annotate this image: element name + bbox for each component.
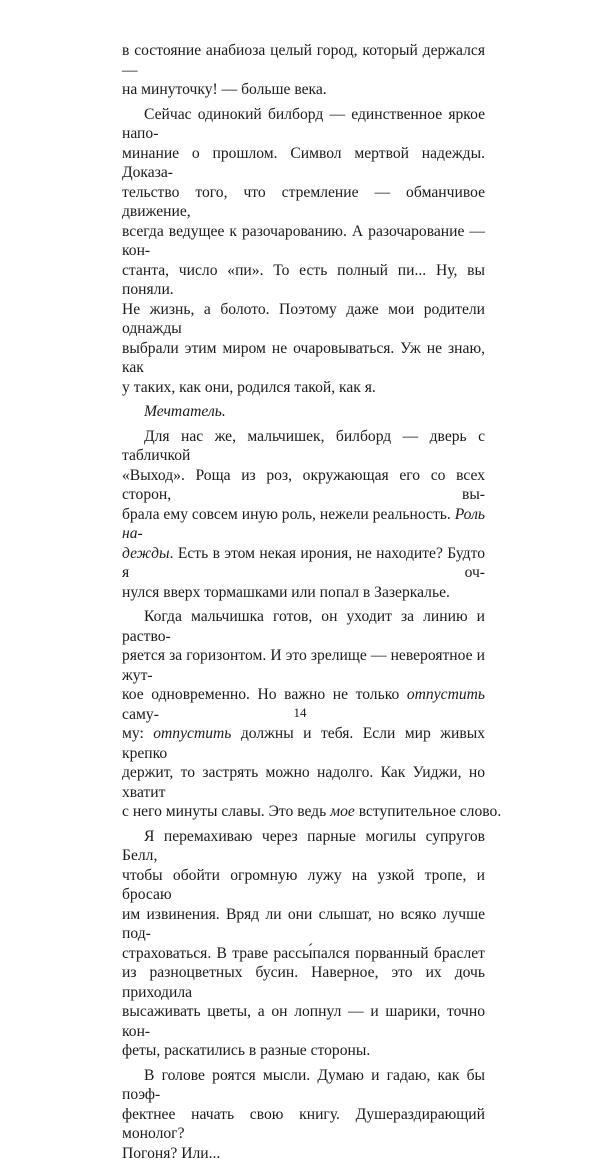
text-run: на минуточку! — больше века.	[122, 81, 327, 98]
text-line	[122, 583, 485, 603]
text-line	[122, 866, 485, 905]
text-run: всегда ведущее к разочарованию. А разочарование — кон-	[122, 223, 485, 260]
paragraph-p1	[122, 41, 485, 100]
text-line	[122, 646, 485, 685]
paragraph-p4	[122, 427, 485, 603]
text-line	[122, 105, 485, 144]
text-run: Для нас же, мальчишек, билборд — дверь с табличкой	[122, 428, 485, 465]
text-line	[122, 41, 485, 80]
text-line	[122, 724, 485, 763]
text-run: кое одновременно. Но важно не только	[122, 686, 407, 703]
text-line	[122, 80, 485, 100]
text-line	[122, 427, 485, 466]
text-line	[122, 763, 485, 802]
text-run: В голове роятся мысли. Думаю и гадаю, как бы поэф-	[122, 1067, 485, 1104]
text-line	[122, 1144, 485, 1163]
text-run: нулся вверх тормашками или попал в Зазеркалье.	[122, 584, 450, 601]
italic-run: отпустить	[407, 686, 485, 703]
text-run: . Есть в этом некая ирония, не находите? Будто я оч-	[122, 545, 485, 582]
text-run: тельство того, что стремление — обманчивое движение,	[122, 184, 485, 221]
text-run: держит, то застрять можно надолго. Как Уиджи, но хватит	[122, 764, 485, 801]
text-run: чтобы обойти огромную лужу на узкой тропе, и бросаю	[122, 867, 485, 904]
italic-run: отпустить	[153, 725, 231, 742]
text-line	[122, 300, 485, 339]
paragraph-p7	[122, 1066, 485, 1163]
text-run: высаживать цветы, а он лопнул — и шарики, точно кон-	[122, 1003, 485, 1040]
text-run: минание о прошлом. Символ мертвой надежды. Доказа-	[122, 145, 485, 182]
text-run: фектнее начать свою книгу. Душераздирающий монолог?	[122, 1106, 485, 1143]
text-run: станта, число «пи». То есть полный пи... Ну, вы поняли.	[122, 262, 485, 299]
text-run: Сейчас одинокий билборд — единственное яркое напо-	[122, 106, 485, 143]
text-line	[122, 402, 485, 422]
paragraph-p3	[122, 402, 485, 422]
text-line	[122, 827, 485, 866]
text-run: му:	[122, 725, 153, 742]
text-line	[122, 144, 485, 183]
text-run: брала ему совсем иную роль, нежели реальность.	[122, 506, 455, 523]
text-run: выбрали этим миром не очаровываться. Уж не знаю, как	[122, 340, 485, 377]
text-line	[122, 1105, 485, 1144]
text-run: ряется за горизонтом. И это зрелище — невероятное и жут-	[122, 647, 485, 684]
italic-run: Мечтатель.	[144, 403, 226, 420]
page-body-text	[122, 41, 485, 1163]
text-line	[122, 544, 485, 583]
text-run: с него минуты славы. Это ведь	[122, 803, 330, 820]
text-run: Я перемахиваю через парные могилы супругов Белл,	[122, 828, 485, 865]
italic-run: дежды	[122, 545, 170, 562]
text-line	[122, 802, 485, 822]
page-number: 14	[0, 705, 600, 721]
italic-run: Роль на-	[122, 506, 485, 543]
italic-run: мое	[330, 803, 355, 820]
text-run: Когда мальчишка готов, он уходит за линию и раство-	[122, 608, 485, 645]
text-run: Погоня? Или...	[122, 1145, 220, 1162]
text-line	[122, 339, 485, 378]
text-line	[122, 963, 485, 1002]
text-line	[122, 1066, 485, 1105]
text-line	[122, 1002, 485, 1041]
text-line	[122, 378, 485, 398]
text-run: в состояние анабиоза целый город, который держался —	[122, 42, 485, 79]
text-line	[122, 905, 485, 944]
text-run: им извинения. Вряд ли они слышат, но всяко лучше под-	[122, 906, 485, 943]
text-run: вступительное слово.	[355, 803, 501, 820]
text-line	[122, 222, 485, 261]
text-run: феты, раскатились в разные стороны.	[122, 1042, 370, 1059]
text-run: из разноцветных бусин. Наверное, это их дочь приходила	[122, 964, 485, 1001]
text-run: саму-	[122, 706, 159, 723]
text-run: Не жизнь, а болото. Поэтому даже мои родители однажды	[122, 301, 485, 338]
text-run: должны и тебя. Если мир живых крепко	[122, 725, 485, 762]
text-run: страховаться. В траве рассы́пался порванный браслет	[122, 945, 485, 962]
text-line	[122, 505, 485, 544]
text-line	[122, 1041, 485, 1061]
paragraph-p2	[122, 105, 485, 398]
text-run: у таких, как они, родился такой, как я.	[122, 379, 376, 396]
text-line	[122, 466, 485, 505]
text-line	[122, 183, 485, 222]
text-line	[122, 944, 485, 964]
paragraph-p6	[122, 827, 485, 1061]
text-run: «Выход». Роща из роз, окружающая его со всех сторон, вы-	[122, 467, 485, 504]
text-line	[122, 261, 485, 300]
text-line	[122, 607, 485, 646]
